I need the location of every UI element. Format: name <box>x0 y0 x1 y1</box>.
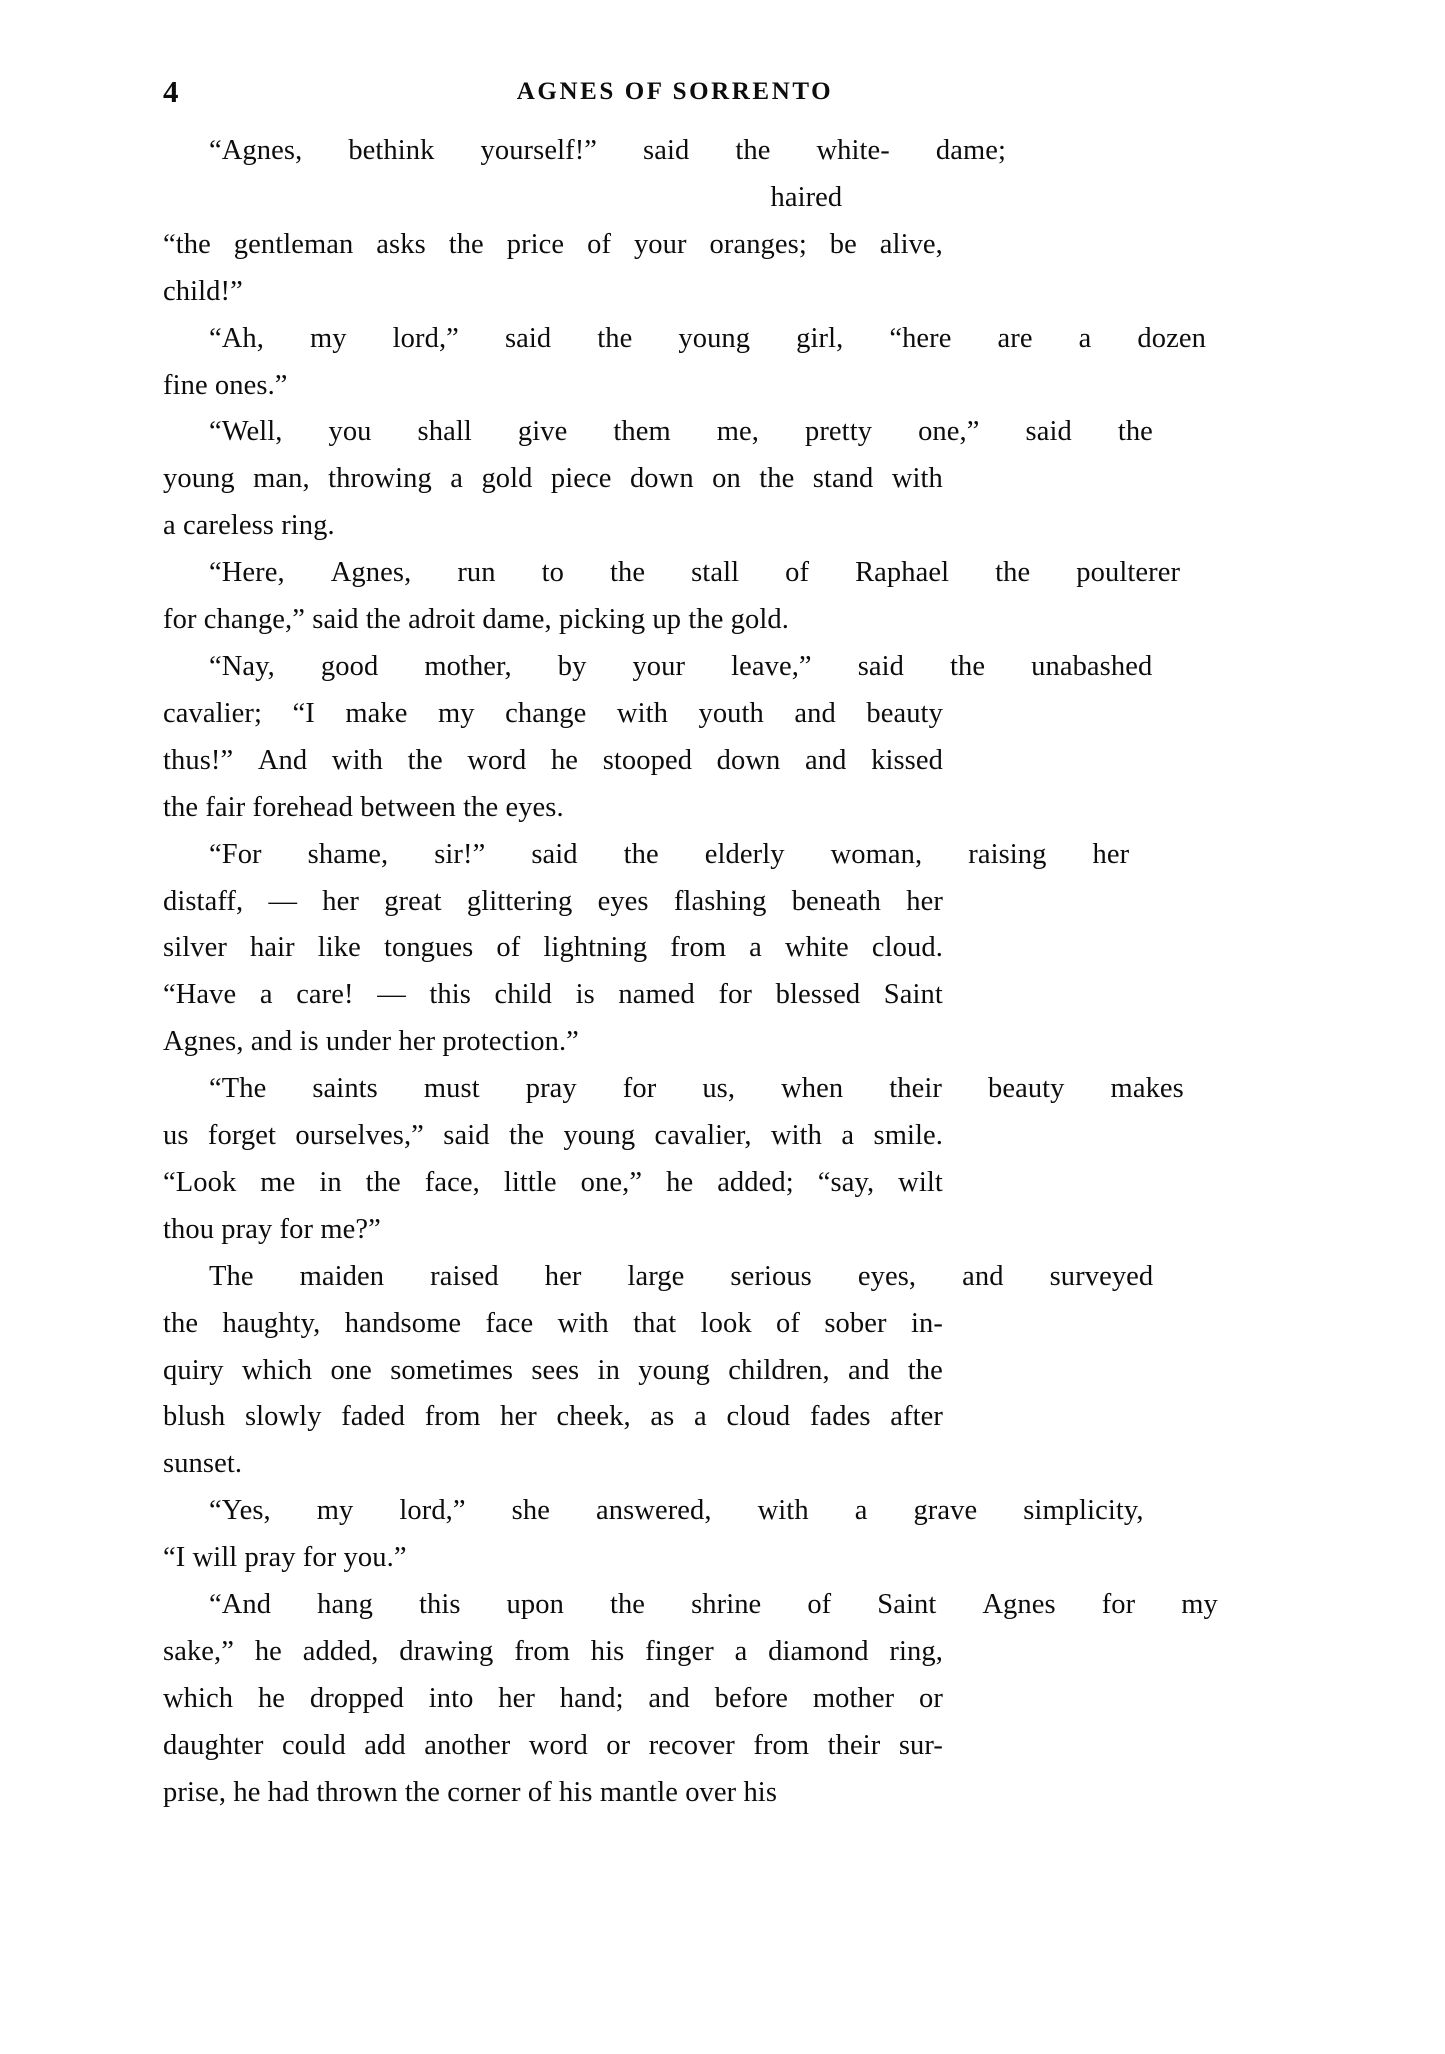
text-line: child!” <box>163 275 243 307</box>
text-line: for change,” said the adroit dame, picking up the gold. <box>163 604 789 636</box>
word: girl, <box>796 322 844 354</box>
word: unabashed <box>1031 650 1153 682</box>
word: cloud. <box>871 932 943 964</box>
word: my <box>437 697 475 729</box>
text-line: prise, he had thrown the corner of his mantle over his <box>163 1776 778 1808</box>
word: make <box>345 697 408 729</box>
word: the <box>623 838 659 870</box>
word: mother, <box>424 650 512 682</box>
word: which <box>163 1682 234 1714</box>
word: silver <box>163 932 227 964</box>
word: Raphael <box>855 557 950 589</box>
paragraph <box>163 128 1007 316</box>
word: “Here, <box>209 557 285 589</box>
text-line <box>163 409 1153 456</box>
word: the <box>759 463 795 495</box>
word: run <box>457 557 496 589</box>
word: “For <box>209 838 262 870</box>
word: eyes, <box>857 1260 917 1292</box>
word: hair <box>249 932 295 964</box>
word: care! <box>296 979 354 1011</box>
word: her <box>544 1260 582 1292</box>
word: fades <box>809 1401 871 1433</box>
word: answered, <box>595 1495 712 1527</box>
word: your <box>633 228 687 260</box>
word: her <box>500 1401 537 1433</box>
word: piece <box>550 463 612 495</box>
text-line <box>163 1394 943 1441</box>
word: “Ah, <box>209 322 265 354</box>
text-line <box>163 222 943 269</box>
word: grave <box>913 1495 978 1527</box>
word: my <box>310 322 347 354</box>
word: with <box>616 697 668 729</box>
word: said <box>531 838 578 870</box>
word: cloud <box>726 1401 791 1433</box>
word: young <box>163 463 235 495</box>
text-line: fine ones.” <box>163 369 288 401</box>
word: you <box>328 416 372 448</box>
word: said <box>643 135 690 166</box>
word: woman, <box>830 838 923 870</box>
word: face, <box>424 1166 480 1198</box>
word: good <box>320 650 379 682</box>
word: sober <box>824 1307 887 1339</box>
word: on <box>712 463 741 495</box>
text-line <box>163 1488 1144 1535</box>
word: a <box>749 932 762 964</box>
word: gentleman <box>233 228 354 260</box>
word: he <box>550 744 579 776</box>
word: the <box>448 228 484 260</box>
word: with <box>331 744 383 776</box>
word: children, <box>728 1354 830 1386</box>
paragraph <box>163 832 1130 1067</box>
word: slowly <box>244 1401 322 1433</box>
text-line <box>163 972 943 1019</box>
word: child <box>494 979 553 1011</box>
word: as <box>650 1401 675 1433</box>
word: sees <box>531 1354 580 1386</box>
word: thus!” <box>163 744 234 776</box>
word: faded <box>341 1401 406 1433</box>
word: in <box>597 1354 620 1386</box>
word: hand; <box>559 1682 624 1714</box>
word: in- <box>910 1307 943 1339</box>
word: yourself!” <box>480 135 598 166</box>
word: the <box>609 557 646 589</box>
word: handsome <box>344 1307 462 1339</box>
word: from <box>753 1729 810 1761</box>
word: a <box>259 979 273 1011</box>
word: sur- <box>898 1729 943 1761</box>
word: said <box>857 650 904 682</box>
word: into <box>428 1682 474 1714</box>
word: after <box>890 1401 943 1433</box>
word: of <box>785 557 810 589</box>
word: pretty <box>804 416 873 448</box>
word: dozen <box>1137 322 1206 354</box>
word: word <box>528 1729 588 1761</box>
word: diamond <box>768 1636 869 1667</box>
word: to <box>541 557 564 589</box>
word: of <box>496 932 521 964</box>
word: hang <box>317 1589 373 1621</box>
word: her <box>498 1682 535 1714</box>
word: tongues <box>383 932 474 964</box>
text-line <box>163 832 1130 879</box>
word: with <box>891 463 943 495</box>
word: one <box>330 1354 372 1386</box>
word: beauty <box>987 1073 1065 1105</box>
word: in <box>319 1166 342 1198</box>
text-line <box>163 1629 943 1676</box>
word: Agnes, <box>330 557 412 589</box>
word: the <box>995 557 1031 589</box>
text-line <box>163 1254 1154 1301</box>
word: cavalier; <box>163 697 262 729</box>
text-line: Agnes, and is under her protection.” <box>163 1026 579 1058</box>
word: he <box>257 1682 286 1714</box>
word: beauty <box>866 697 943 729</box>
word: simplicity, <box>1023 1495 1144 1527</box>
word: sometimes <box>390 1354 514 1386</box>
word: change <box>505 697 587 729</box>
word: my <box>316 1495 354 1527</box>
word: kissed <box>871 744 943 776</box>
word: ourselves,” <box>295 1120 424 1152</box>
word: “And <box>209 1589 272 1621</box>
word: great <box>384 885 442 917</box>
text-line: thou pray for me?” <box>163 1213 381 1245</box>
word: of <box>807 1589 832 1621</box>
word: glittering <box>466 885 573 917</box>
word: be <box>829 228 857 260</box>
text-line <box>163 1723 943 1770</box>
word: he <box>666 1166 694 1198</box>
word: ring, <box>889 1636 943 1667</box>
word: said <box>1025 416 1072 448</box>
word: maiden <box>299 1260 385 1292</box>
word: down <box>629 463 694 495</box>
word: white-haired <box>770 135 890 213</box>
word: asks <box>376 228 426 260</box>
word: me <box>260 1166 296 1198</box>
word: this <box>429 979 471 1011</box>
word: with <box>557 1307 609 1339</box>
word: like <box>317 932 361 964</box>
text-line <box>163 1582 1218 1629</box>
word: price <box>506 228 565 260</box>
word: a <box>694 1401 707 1433</box>
word: for <box>718 979 753 1011</box>
word: daughter <box>163 1729 264 1761</box>
word: the <box>609 1589 646 1621</box>
word: lord,” <box>399 1495 466 1527</box>
word: “the <box>163 228 211 260</box>
word: and <box>648 1682 690 1714</box>
word: is <box>575 979 595 1011</box>
word: or <box>606 1729 631 1761</box>
word: from <box>424 1401 481 1433</box>
word: of <box>587 228 612 260</box>
text-line: sunset. <box>163 1448 243 1480</box>
paragraph <box>163 1582 1218 1817</box>
word: must <box>423 1073 480 1105</box>
word: another <box>424 1729 511 1761</box>
word: with <box>770 1120 823 1152</box>
word: stand <box>812 463 874 495</box>
word: “here <box>889 322 952 354</box>
text-line <box>163 1066 1184 1113</box>
word: the <box>508 1120 545 1152</box>
word: she <box>511 1495 550 1527</box>
text-line <box>163 644 1153 691</box>
word: shall <box>417 416 472 448</box>
word: her <box>322 885 359 917</box>
word: makes <box>1110 1073 1184 1105</box>
word: mother <box>812 1682 895 1714</box>
text-line <box>163 879 943 926</box>
word: — <box>268 885 298 917</box>
word: from <box>514 1636 570 1667</box>
word: The <box>209 1260 254 1292</box>
word: large <box>627 1260 685 1292</box>
word: young <box>563 1120 636 1152</box>
word: eyes <box>597 885 649 917</box>
word: surveyed <box>1049 1260 1154 1292</box>
word: oranges; <box>709 228 807 260</box>
word: upon <box>506 1589 564 1621</box>
word: poulterer <box>1076 557 1181 589</box>
word: pray <box>525 1073 577 1105</box>
word: for <box>1101 1589 1136 1621</box>
text-line <box>163 1676 943 1723</box>
word: Saint <box>877 1589 937 1621</box>
word: of <box>776 1307 800 1339</box>
word: and <box>805 744 847 776</box>
paragraph <box>163 1066 1184 1254</box>
word: raising <box>968 838 1047 870</box>
word: down <box>716 744 781 776</box>
word: beneath <box>791 885 882 917</box>
text-line <box>163 456 943 503</box>
body-text <box>163 128 1218 1817</box>
word: with <box>757 1495 809 1527</box>
word: this <box>418 1589 461 1621</box>
word: me, <box>716 416 759 448</box>
word: one,” <box>918 416 980 448</box>
word: cavalier, <box>654 1120 752 1152</box>
text-line <box>163 925 943 972</box>
word: “say, <box>817 1166 875 1198</box>
word: young <box>678 322 751 354</box>
word: “The <box>209 1073 267 1105</box>
word: youth <box>698 697 764 729</box>
word: a <box>854 1495 868 1527</box>
text-line: the fair forehead between the eyes. <box>163 791 564 823</box>
word: bethink <box>348 135 435 166</box>
word: blessed <box>775 979 861 1011</box>
word: the <box>407 744 443 776</box>
word: distaff, <box>163 885 244 917</box>
word: when <box>781 1073 844 1105</box>
text-line <box>163 1113 943 1160</box>
word: elderly <box>704 838 785 870</box>
word: wilt <box>898 1166 943 1198</box>
running-head <box>163 72 963 112</box>
word: throwing <box>328 463 432 495</box>
text-line <box>163 1160 943 1207</box>
word: Saint <box>883 979 943 1011</box>
word: a <box>1078 322 1092 354</box>
word: us <box>163 1120 189 1152</box>
word: stooped <box>602 744 693 776</box>
word: could <box>281 1729 346 1761</box>
word: the <box>163 1307 199 1339</box>
running-title: AGNES OF SORRENTO <box>516 78 834 105</box>
word: lord,” <box>392 322 459 354</box>
word: my <box>1181 1589 1218 1621</box>
text-line <box>163 738 943 785</box>
word: add <box>364 1729 406 1761</box>
word: he <box>254 1636 282 1667</box>
word: a <box>841 1120 855 1152</box>
word: blush <box>163 1401 226 1433</box>
word: and <box>794 697 836 729</box>
word: “Have <box>163 979 237 1011</box>
word: the <box>950 650 986 682</box>
word: one,” <box>580 1166 643 1198</box>
word: forget <box>207 1120 277 1152</box>
word: dame; <box>935 135 1007 166</box>
paragraph <box>163 316 1206 410</box>
word: or <box>918 1682 943 1714</box>
paragraph <box>163 409 1153 550</box>
word: by <box>557 650 587 682</box>
word: a <box>734 1636 748 1667</box>
word: before <box>714 1682 789 1714</box>
word: give <box>517 416 568 448</box>
word: her <box>906 885 943 917</box>
word: “Nay, <box>209 650 275 682</box>
text-line <box>163 691 943 738</box>
text-line <box>163 128 1007 222</box>
word: recover <box>648 1729 735 1761</box>
word: added; <box>717 1166 794 1198</box>
word: quiry <box>163 1354 224 1386</box>
word: the <box>597 322 633 354</box>
word: us, <box>702 1073 736 1105</box>
word: alive, <box>879 228 943 260</box>
word: that <box>633 1307 677 1339</box>
word: raised <box>430 1260 499 1292</box>
word: saints <box>312 1073 378 1105</box>
word: shame, <box>307 838 389 870</box>
word: face <box>485 1307 534 1339</box>
word: — <box>377 979 406 1011</box>
text-line: a careless ring. <box>163 510 335 542</box>
word: said <box>443 1120 490 1152</box>
word: added, <box>302 1636 379 1667</box>
word: man, <box>253 463 310 495</box>
word: for <box>622 1073 657 1105</box>
word: them <box>613 416 671 448</box>
word: flashing <box>673 885 767 917</box>
word: a <box>450 463 464 495</box>
word: “I <box>292 697 315 729</box>
word: leave,” <box>731 650 812 682</box>
word: serious <box>730 1260 812 1292</box>
word: cheek, <box>556 1401 631 1433</box>
word: her <box>1092 838 1130 870</box>
word: the <box>907 1354 943 1386</box>
word: the <box>735 135 771 166</box>
word: smile. <box>873 1120 943 1152</box>
word: and <box>962 1260 1004 1292</box>
word: their <box>889 1073 942 1105</box>
text-line: “I will pray for you.” <box>163 1542 407 1574</box>
word: “Yes, <box>209 1495 271 1527</box>
word: look <box>700 1307 752 1339</box>
word: word <box>467 744 527 776</box>
word: “Well, <box>209 416 283 448</box>
word: the <box>1117 416 1153 448</box>
word: “Look <box>163 1166 237 1198</box>
word: Agnes <box>982 1589 1056 1621</box>
word: drawing <box>399 1636 494 1667</box>
word: from <box>670 932 727 964</box>
word: little <box>503 1166 557 1198</box>
paragraph <box>163 1254 1154 1489</box>
page-number: 4 <box>163 74 179 109</box>
word: dropped <box>309 1682 404 1714</box>
word: their <box>827 1729 881 1761</box>
word: finger <box>645 1636 714 1667</box>
text-line <box>163 550 1181 597</box>
word: gold <box>481 463 533 495</box>
word: your <box>632 650 686 682</box>
word: named <box>618 979 695 1011</box>
paragraph <box>163 644 1153 832</box>
text-line <box>163 1301 943 1348</box>
word: And <box>257 744 308 776</box>
text-line <box>163 1348 943 1395</box>
word: stall <box>691 557 740 589</box>
paragraph <box>163 1488 1144 1582</box>
word: the <box>365 1166 401 1198</box>
word: and <box>848 1354 890 1386</box>
word: haughty, <box>222 1307 321 1339</box>
word: lightning <box>543 932 648 964</box>
word: his <box>590 1636 625 1667</box>
word: sake,” <box>163 1636 235 1667</box>
word: shrine <box>691 1589 762 1621</box>
word: “Agnes, <box>209 135 303 166</box>
word: said <box>504 322 552 354</box>
word: white <box>784 932 849 964</box>
word: young <box>638 1354 710 1386</box>
paragraph <box>163 550 1181 644</box>
text-line <box>163 316 1206 363</box>
word: sir!” <box>434 838 486 870</box>
word: are <box>997 322 1033 354</box>
word: which <box>241 1354 313 1386</box>
